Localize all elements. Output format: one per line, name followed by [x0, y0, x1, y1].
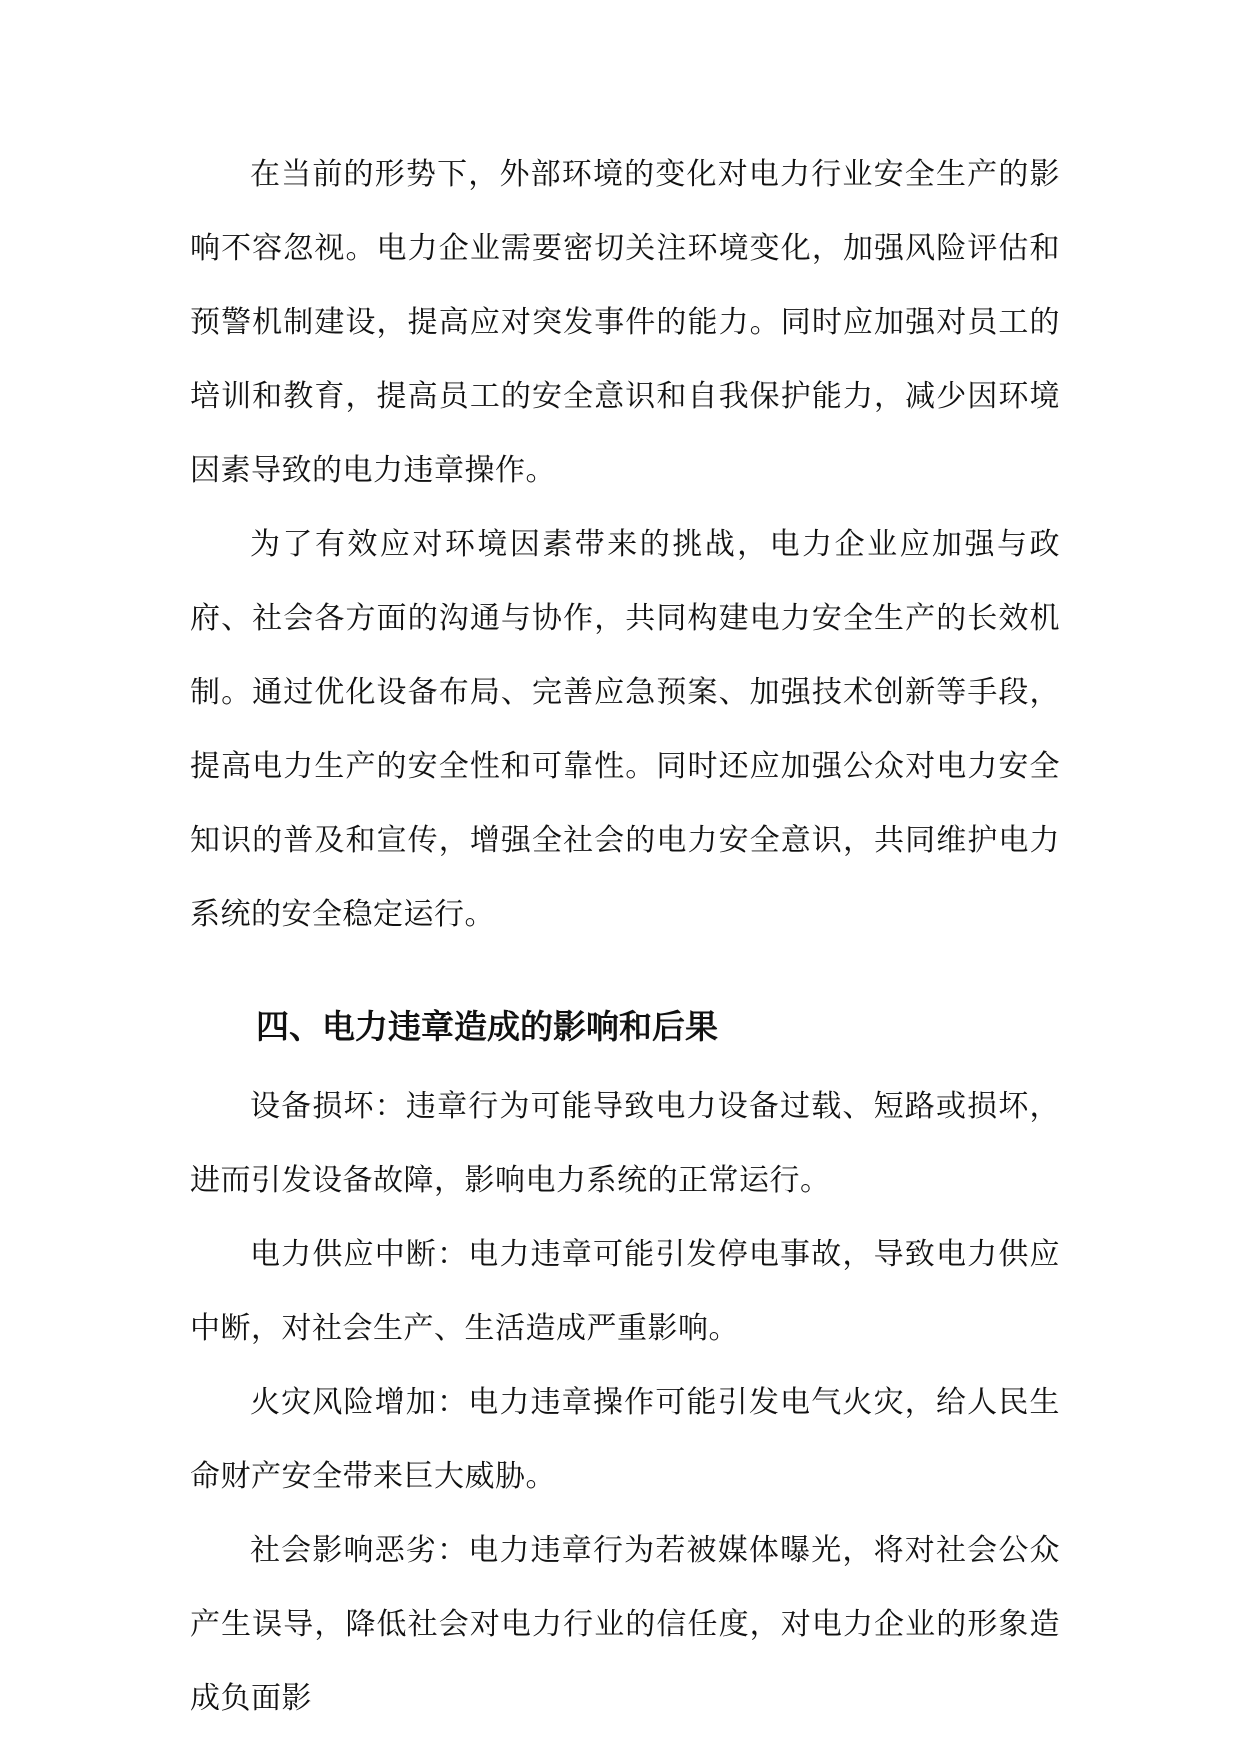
paragraph-social-impact: 社会影响恶劣：电力违章行为若被媒体曝光，将对社会公众产生误导，降低社会对电力行业的信任度，对电力企业的形象造成负面影 — [190, 1533, 1060, 1716]
section-heading: 四、电力违章造成的影响和后果 — [256, 1007, 718, 1046]
paragraph-fire-risk: 火灾风险增加：电力违章操作可能引发电气火灾，给人民生命财产安全带来巨大威胁。 — [190, 1385, 1060, 1494]
paragraph-equipment-damage: 设备损坏：违章行为可能导致电力设备过载、短路或损坏，进而引发设备故障，影响电力系统的正常运行。 — [190, 1089, 1060, 1198]
paragraph-power-interruption: 电力供应中断：电力违章可能引发停电事故，导致电力供应中断，对社会生产、生活造成严重影响。 — [190, 1237, 1060, 1346]
paragraph-environment-impact: 在当前的形势下，外部环境的变化对电力行业安全生产的影响不容忽视。电力企业需要密切关注环境变化，加强风险评估和预警机制建设，提高应对突发事件的能力。同时应加强对员工的培训和教育，提高员工的安全意识和自我保护能力，减少因环境因素导致的电力违章操作。 — [190, 157, 1060, 488]
page-content — [190, 138, 1060, 1736]
paragraph-environment-response: 为了有效应对环境因素带来的挑战，电力企业应加强与政府、社会各方面的沟通与协作，共同构建电力安全生产的长效机制。通过优化设备布局、完善应急预案、加强技术创新等手段，提高电力生产的安全性和可靠性。同时还应加强公众对电力安全知识的普及和宣传，增强全社会的电力安全意识，共同维护电力系统的安全稳定运行。 — [190, 527, 1060, 932]
